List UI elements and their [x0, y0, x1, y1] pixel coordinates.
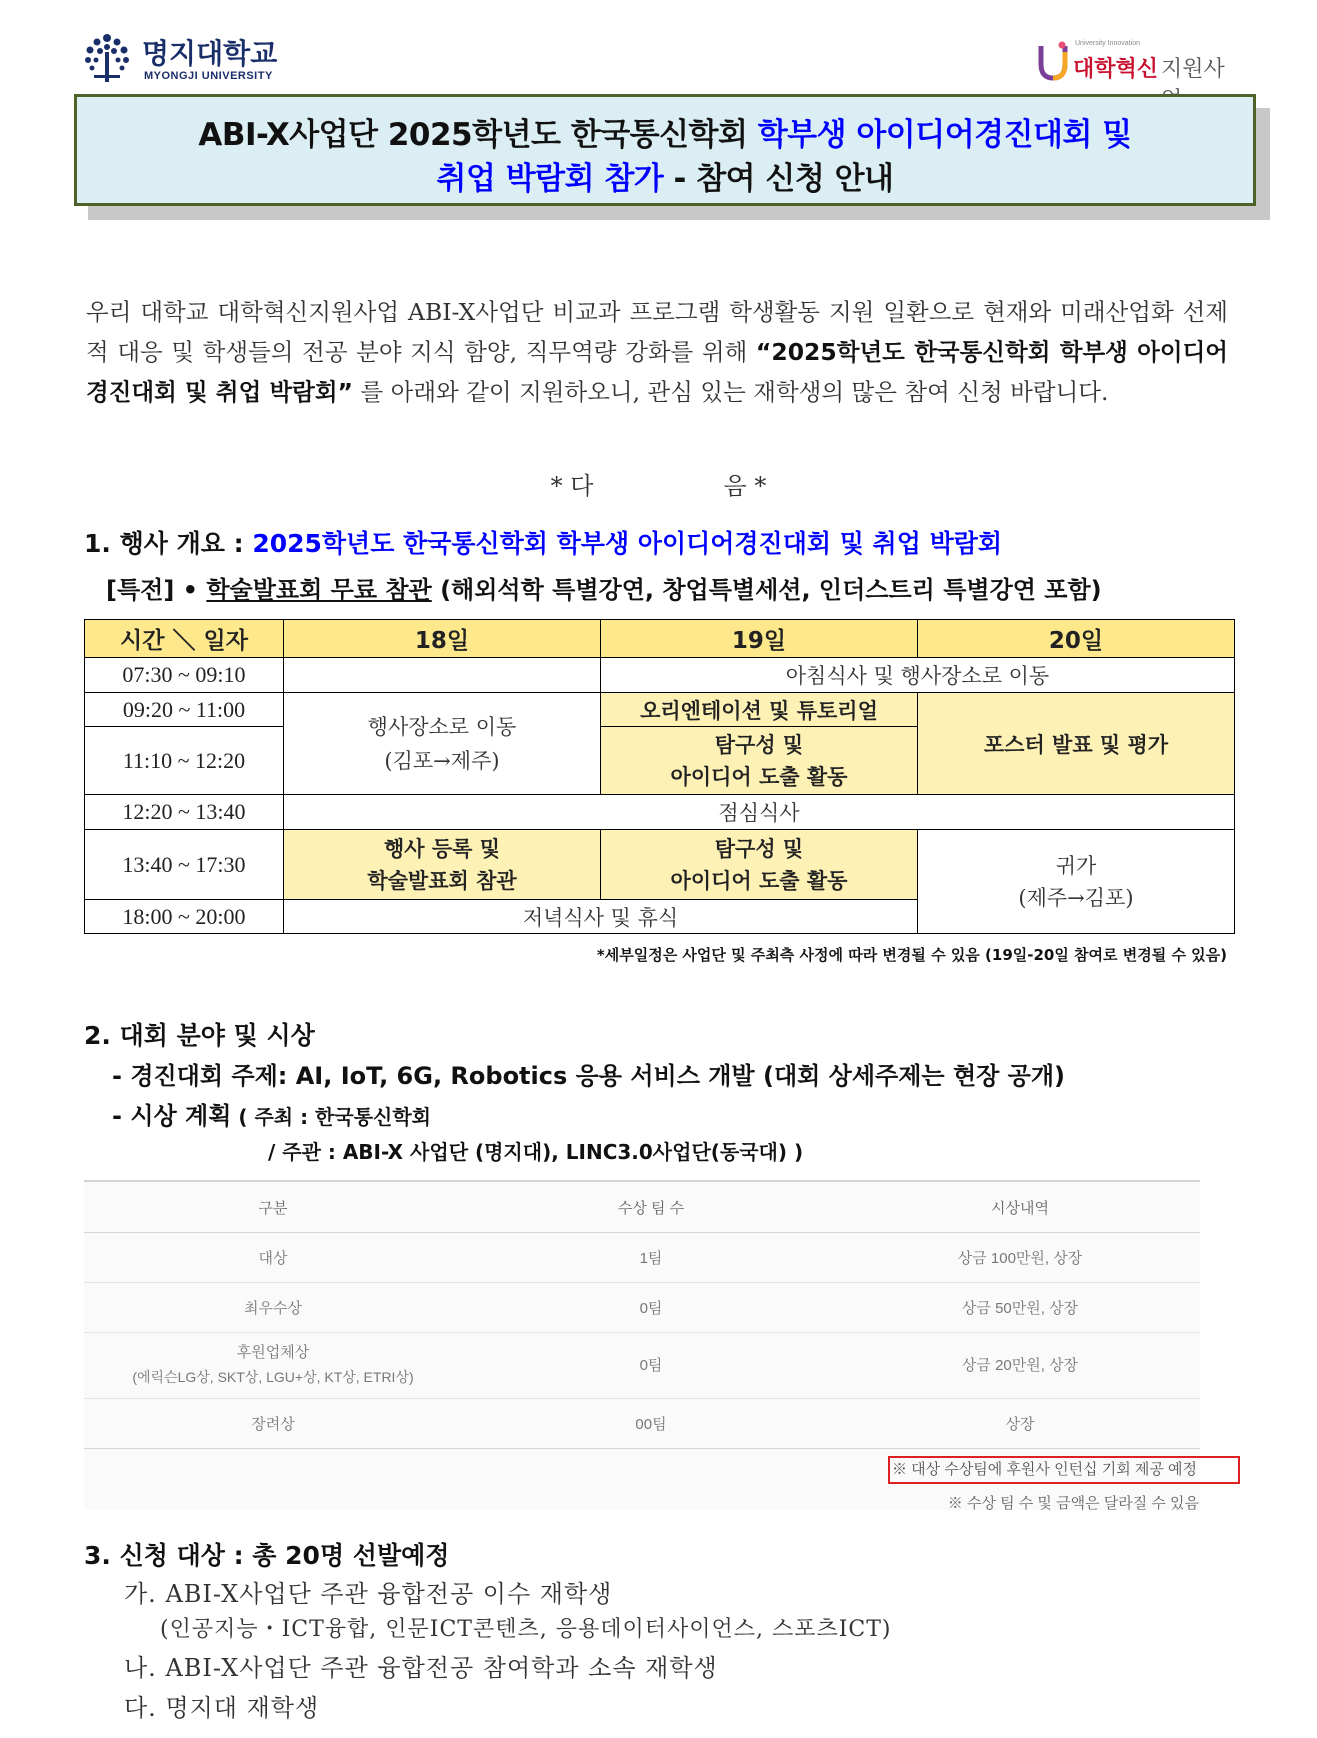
- program-name-red: 대학혁신: [1073, 57, 1159, 82]
- schedule-row: [85, 658, 1235, 693]
- award-plan: - 시상 계획 ( 주최 : 한국통신학회: [112, 1102, 431, 1130]
- myongji-logo: [80, 30, 300, 86]
- breakfast-cell: 아침식사 및 행사장소로 이동: [601, 658, 1235, 693]
- schedule-row: [85, 830, 1235, 900]
- dinner-cell: 저녁식사 및 휴식: [284, 900, 918, 934]
- award-row: [84, 1233, 1200, 1283]
- award-row: [84, 1399, 1200, 1449]
- section-3-heading: 3. 신청 대상 : 총 20명 선발예정: [84, 1541, 450, 1570]
- university-emblem-icon: [80, 30, 134, 84]
- award-teams: 0팀: [462, 1333, 840, 1399]
- schedule-row: [85, 795, 1235, 830]
- below-heading: * 다 음 *: [550, 472, 767, 500]
- header-time-date: 시간 ＼ 일자: [85, 620, 284, 658]
- time-cell: 11:10 ~ 12:20: [85, 727, 284, 795]
- award-table: [84, 1180, 1200, 1449]
- award-name: 장려상: [84, 1399, 462, 1449]
- time-cell: 18:00 ~ 20:00: [85, 900, 284, 934]
- university-name-en: MYONGJI UNIVERSITY: [144, 70, 273, 82]
- lunch-cell: 점심식사: [284, 795, 1235, 830]
- explore-cell: 탐구성 및 아이디어 도출 활동: [601, 727, 918, 795]
- contest-theme: - 경진대회 주제: AI, IoT, 6G, Robotics 응용 서비스 개발 (대회 상세주제는 현장 공개): [112, 1062, 1066, 1090]
- header-day-19: 19일: [601, 620, 918, 658]
- orientation-cell: 오리엔테이션 및 튜토리얼: [601, 693, 918, 727]
- program-name-gray: 지원사: [1161, 57, 1225, 82]
- page-title-box: [74, 94, 1256, 206]
- award-teams: 00팀: [462, 1399, 840, 1449]
- schedule-row: [85, 693, 1235, 727]
- schedule-table: [84, 619, 1235, 934]
- award-name: 최우수상: [84, 1283, 462, 1333]
- award-row: [84, 1283, 1200, 1333]
- award-header-category: 구분: [84, 1181, 462, 1233]
- award-name: 후원업체상 (에릭슨LG상, SKT상, LGU+상, KT상, ETRI상): [84, 1333, 462, 1399]
- award-header-prize: 시상내역: [840, 1181, 1200, 1233]
- award-prize: 상장: [840, 1399, 1200, 1449]
- program-tagline: University Innovation: [1075, 40, 1140, 47]
- title-line-2: 취업 박람회 참가 - 참여 신청 안내: [436, 161, 894, 197]
- eligibility-c: 다. 명지대 재학생: [124, 1694, 320, 1722]
- award-row: [84, 1333, 1200, 1399]
- award-change-note: ※ 수상 팀 수 및 금액은 달라질 수 있음: [947, 1495, 1199, 1512]
- title-line-1: ABI-X사업단 2025학년도 한국통신학회 학부생 아이디어경진대회 및: [198, 117, 1132, 153]
- intro-paragraph: 우리 대학교 대학혁신지원사업 ABI-X사업단 비교과 프로그램 학생활동 지원 일환으로 현재와 미래산업화 선제적 대응 및 학생들의 전공 분야 지식 함양, 직무역량 강화를 위해 “2025학년도 한국통신학회 학부생 아이디어경진대회 및 취업 박람회” 를 아래와 같이 지원하오니, 관심 있는 재학생의 많은 참여 신청 바랍니다.: [86, 298, 1228, 406]
- time-cell: 07:30 ~ 09:10: [85, 658, 284, 693]
- poster-cell: 포스터 발표 및 평가: [918, 693, 1235, 795]
- innovation-program-logo: [1035, 36, 1245, 86]
- move-cell: 행사장소로 이동 (김포→제주): [284, 693, 601, 795]
- award-prize: 상금 20만원, 상장: [840, 1333, 1200, 1399]
- award-organizer: / 주관 : ABI-X 사업단 (명지대), LINC3.0사업단(동국대) ): [268, 1140, 804, 1164]
- empty-cell: [284, 658, 601, 693]
- eligibility-a-majors: (인공지능・ICT융합, 인문ICT콘텐츠, 응용데이터사이언스, 스포츠ICT): [160, 1617, 892, 1642]
- register-cell: 행사 등록 및 학술발표회 참관: [284, 830, 601, 900]
- internship-note: ※ 대상 수상팀에 후원사 인턴십 기회 제공 예정: [888, 1456, 1240, 1484]
- award-header-row: [84, 1181, 1200, 1233]
- special-benefit: [특전] • 학술발표회 무료 참관 (해외석학 특별강연, 창업특별세션, 인더스트리 특별강연 포함): [106, 576, 1102, 604]
- university-name: 명지대학교: [142, 37, 278, 70]
- header-day-18: 18일: [284, 620, 601, 658]
- schedule-header-row: [85, 620, 1235, 658]
- award-header-teams: 수상 팀 수: [462, 1181, 840, 1233]
- schedule-note: *세부일정은 사업단 및 주최측 사정에 따라 변경될 수 있음 (19일-20일 참여로 변경될 수 있음): [596, 946, 1227, 964]
- eligibility-a: 가. ABI-X사업단 주관 융합전공 이수 재학생: [124, 1580, 613, 1608]
- header-day-20: 20일: [918, 620, 1235, 658]
- section-2-heading: 2. 대회 분야 및 시상: [84, 1021, 315, 1050]
- explore-cell-2: 탐구성 및 아이디어 도출 활동: [601, 830, 918, 900]
- time-cell: 09:20 ~ 11:00: [85, 693, 284, 727]
- award-teams: 1팀: [462, 1233, 840, 1283]
- award-teams: 0팀: [462, 1283, 840, 1333]
- u-logo-icon: [1035, 40, 1069, 82]
- award-prize: 상금 50만원, 상장: [840, 1283, 1200, 1333]
- eligibility-b: 나. ABI-X사업단 주관 융합전공 참여학과 소속 재학생: [124, 1654, 718, 1682]
- time-cell: 13:40 ~ 17:30: [85, 830, 284, 900]
- award-prize: 상금 100만원, 상장: [840, 1233, 1200, 1283]
- time-cell: 12:20 ~ 13:40: [85, 795, 284, 830]
- award-name: 대상: [84, 1233, 462, 1283]
- return-cell: 귀가 (제주→김포): [918, 830, 1235, 934]
- section-1-heading: 1. 행사 개요 : 2025학년도 한국통신학회 학부생 아이디어경진대회 및 취업 박람회: [84, 529, 1003, 558]
- award-sponsors: (에릭슨LG상, SKT상, LGU+상, KT상, ETRI상): [132, 1369, 414, 1385]
